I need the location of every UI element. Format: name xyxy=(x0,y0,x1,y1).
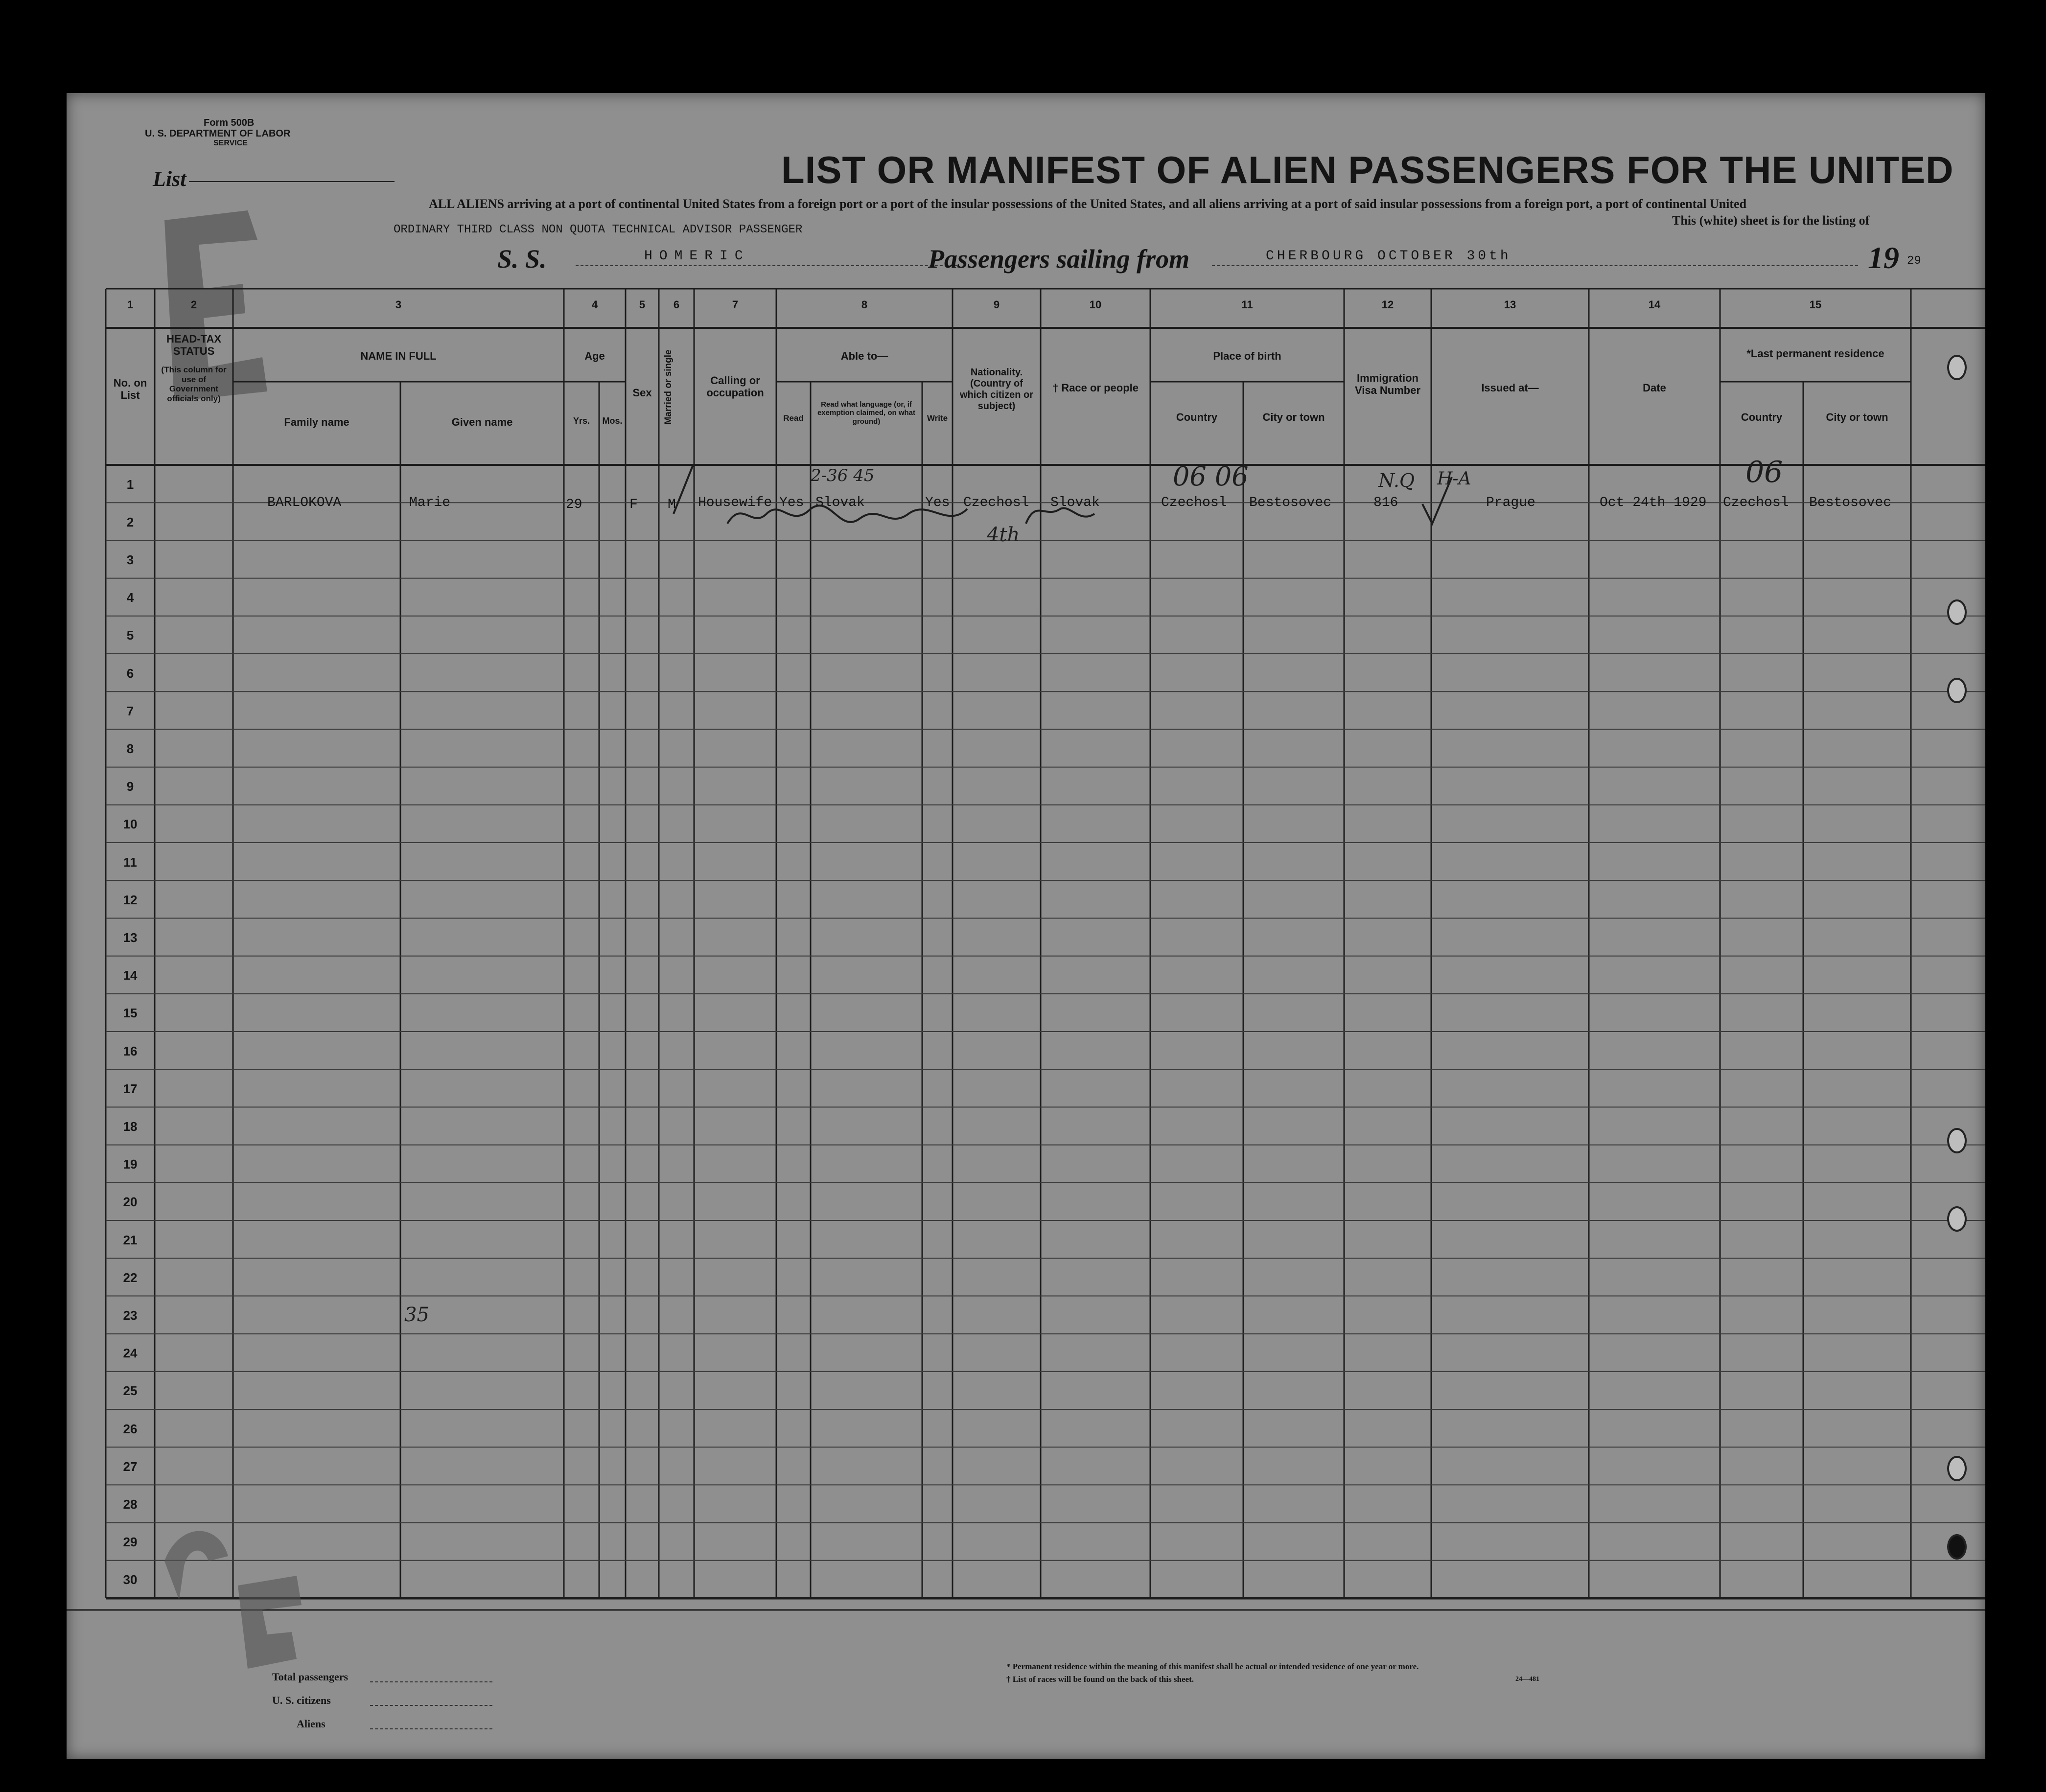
entry-age-yrs: 29 xyxy=(566,497,582,512)
header-name-in-full: NAME IN FULL xyxy=(360,350,437,362)
row-number: 27 xyxy=(123,1459,138,1474)
row-number: 11 xyxy=(123,854,137,870)
row-number: 19 xyxy=(123,1157,138,1172)
footer-line-aliens xyxy=(370,1728,492,1729)
header-race: † Race or people xyxy=(1052,382,1139,394)
row-number: 15 xyxy=(123,1006,138,1021)
header-age: Age xyxy=(584,350,605,362)
footer-form-code: 24—481 xyxy=(1515,1676,1539,1683)
punch-hole-icon xyxy=(1947,1206,1967,1232)
header-date: Date xyxy=(1643,382,1666,394)
year-suffix: 29 xyxy=(1907,254,1921,268)
stamp-lower-mark xyxy=(150,1502,306,1678)
colnum-9: 9 xyxy=(993,299,1000,311)
header-calling: Calling or occupation xyxy=(706,374,764,399)
row-number: 12 xyxy=(123,892,138,907)
punch-hole-icon xyxy=(1947,1456,1967,1481)
punch-hole-icon xyxy=(1947,1128,1967,1153)
punch-hole-icon xyxy=(1947,355,1967,380)
header-last-residence: *Last permanent residence xyxy=(1746,347,1884,360)
footer-line-us xyxy=(370,1705,492,1706)
row-number: 29 xyxy=(123,1535,138,1550)
punch-hole-icon xyxy=(1947,1534,1967,1560)
punch-hole-icon xyxy=(1947,599,1967,625)
header-res-city: City or town xyxy=(1826,411,1888,423)
row-number: 25 xyxy=(123,1383,138,1399)
header-sex: Sex xyxy=(632,387,652,399)
header-place-of-birth: Place of birth xyxy=(1213,350,1281,362)
notice-line-2: This (white) sheet is for the listing of xyxy=(1672,213,1870,228)
row-number: 7 xyxy=(126,703,134,718)
entry-issued-at: Prague xyxy=(1486,495,1535,510)
row-number: 28 xyxy=(123,1497,138,1512)
colnum-4: 4 xyxy=(591,299,598,311)
entry-res-country: Czechosl xyxy=(1723,495,1789,510)
row-number: 30 xyxy=(123,1572,138,1587)
footer-aliens: Aliens xyxy=(297,1718,326,1730)
footer-note-residence: * Permanent residence within the meaning of this manifest shall be actual or intended residence of one year or more. xyxy=(1006,1662,1419,1671)
header-birth-city: City or town xyxy=(1262,411,1325,423)
header-read-language: Read what language (or, if exemption claimed, on what ground) xyxy=(817,400,916,426)
header-family-name: Family name xyxy=(284,416,349,428)
footer-line-total xyxy=(370,1681,492,1682)
entry-married: M xyxy=(668,497,676,512)
service-label: SERVICE xyxy=(213,139,248,147)
header-head-tax: HEAD-TAX STATUS xyxy=(166,333,222,358)
row-number: 20 xyxy=(123,1195,138,1210)
year-prefix: 19 xyxy=(1868,240,1899,275)
row-number: 6 xyxy=(126,666,134,681)
hand-number: 35 xyxy=(404,1304,429,1326)
row-number: 3 xyxy=(126,552,134,567)
list-label: List xyxy=(153,167,186,191)
header-birth-country: Country xyxy=(1176,411,1218,423)
notice-line-1: ALL ALIENS arriving at a port of continental United States from a foreign port or a port of the insular possessions of the United States, and all aliens arriving at a port of said insular possessions from a foreign port, a port of continental United xyxy=(429,197,1747,211)
manifest-grid xyxy=(67,93,1985,1759)
entry-res-city: Bestosovec xyxy=(1809,495,1892,510)
colnum-15: 15 xyxy=(1809,299,1822,311)
colnum-3: 3 xyxy=(395,299,402,311)
entry-read: Yes xyxy=(779,495,804,510)
header-write: Write xyxy=(927,414,948,423)
manifest-sheet xyxy=(67,93,1985,1759)
row-number: 10 xyxy=(123,817,138,832)
sailing-from: CHERBOURG OCTOBER 30th xyxy=(1266,249,1511,264)
row-number: 22 xyxy=(123,1270,138,1285)
ss-label: S. S. xyxy=(497,244,547,274)
entry-write: Yes xyxy=(925,495,950,510)
entry-date: Oct 24th 1929 xyxy=(1600,495,1707,510)
colnum-5: 5 xyxy=(639,299,646,311)
footer-total-passengers: Total passengers xyxy=(272,1671,349,1683)
check-mark xyxy=(1418,475,1457,528)
colnum-2: 2 xyxy=(190,299,197,311)
row-number: 16 xyxy=(123,1043,138,1058)
handwritten-scrawl xyxy=(654,455,1183,543)
header-res-country: Country xyxy=(1741,411,1783,423)
form-number: Form 500B xyxy=(204,117,255,128)
header-read: Read xyxy=(783,414,804,423)
entry-language: Slovak xyxy=(815,495,865,510)
header-head-tax-note: (This column for use of Government officials only) xyxy=(161,365,227,403)
row-number: 21 xyxy=(123,1232,138,1247)
colnum-7: 7 xyxy=(732,299,739,311)
row-number: 2 xyxy=(126,514,134,529)
sailing-label: Passengers sailing from xyxy=(928,244,1190,274)
footer-note-races: † List of races will be found on the back of this sheet. xyxy=(1006,1675,1194,1684)
entry-visa-number: 816 xyxy=(1373,495,1398,510)
header-visa-number: Immigration Visa Number xyxy=(1354,372,1421,397)
entry-sex: F xyxy=(629,497,638,512)
row-number: 9 xyxy=(126,779,134,794)
colnum-14: 14 xyxy=(1648,299,1661,311)
header-yrs: Yrs. xyxy=(573,416,590,426)
header-nationality: Nationality. (Country of which citizen or subject) xyxy=(959,367,1034,412)
row-number: 1 xyxy=(126,477,134,492)
row-number: 14 xyxy=(123,968,138,983)
colnum-11: 11 xyxy=(1241,299,1253,311)
colnum-8: 8 xyxy=(861,299,868,311)
ship-name: HOMERIC xyxy=(644,249,750,264)
row-number: 4 xyxy=(126,590,134,605)
row-number: 24 xyxy=(123,1346,138,1361)
header-able-to: Able to— xyxy=(840,350,888,362)
colnum-12: 12 xyxy=(1381,299,1394,311)
colnum-13: 13 xyxy=(1504,299,1516,311)
entry-nationality: Czechosl xyxy=(963,495,1029,510)
row-number: 13 xyxy=(123,930,138,945)
punch-hole-icon xyxy=(1947,678,1967,703)
entry-occupation: Housewife xyxy=(698,495,772,510)
colnum-1: 1 xyxy=(127,299,134,311)
entry-birth-city: Bestosovec xyxy=(1249,495,1332,510)
header-mos: Mos. xyxy=(602,416,623,426)
hand-code-language: 2-36 45 xyxy=(811,466,875,485)
row-number: 5 xyxy=(126,628,134,643)
entry-family-name: BARLOKOVA xyxy=(267,495,342,510)
row-number: 26 xyxy=(123,1421,138,1436)
hand-code-birth: 06 06 xyxy=(1173,461,1249,492)
entry-race: Slovak xyxy=(1050,495,1100,510)
header-issued-at: Issued at— xyxy=(1481,382,1539,394)
header-no-on-list: No. on List xyxy=(113,377,147,402)
hand-stamp-note: 4th xyxy=(987,524,1020,546)
colnum-10: 10 xyxy=(1089,299,1102,311)
row-number: 8 xyxy=(126,741,134,756)
entry-given-name: Marie xyxy=(409,495,451,510)
hand-code-visa: N.Q xyxy=(1378,470,1415,491)
entry-birth-country: Czechosl xyxy=(1161,495,1227,510)
manifest-title: LIST OR MANIFEST OF ALIEN PASSENGERS FOR THE UNITED xyxy=(781,148,1954,191)
footer-us-citizens: U. S. citizens xyxy=(272,1694,331,1706)
row-number: 18 xyxy=(123,1119,138,1134)
colnum-6: 6 xyxy=(673,299,680,311)
row-number: 17 xyxy=(123,1081,138,1096)
row-number: 23 xyxy=(123,1308,138,1323)
header-married: Married or single xyxy=(663,349,674,425)
hand-code-issued: H-A xyxy=(1437,469,1471,489)
class-note: ORDINARY THIRD CLASS NON QUOTA TECHNICAL ADVISOR PASSENGER xyxy=(394,223,803,236)
header-given-name: Given name xyxy=(451,416,513,428)
hand-code-residence: 06 xyxy=(1745,455,1783,489)
department-label: U. S. DEPARTMENT OF LABOR xyxy=(145,128,291,139)
